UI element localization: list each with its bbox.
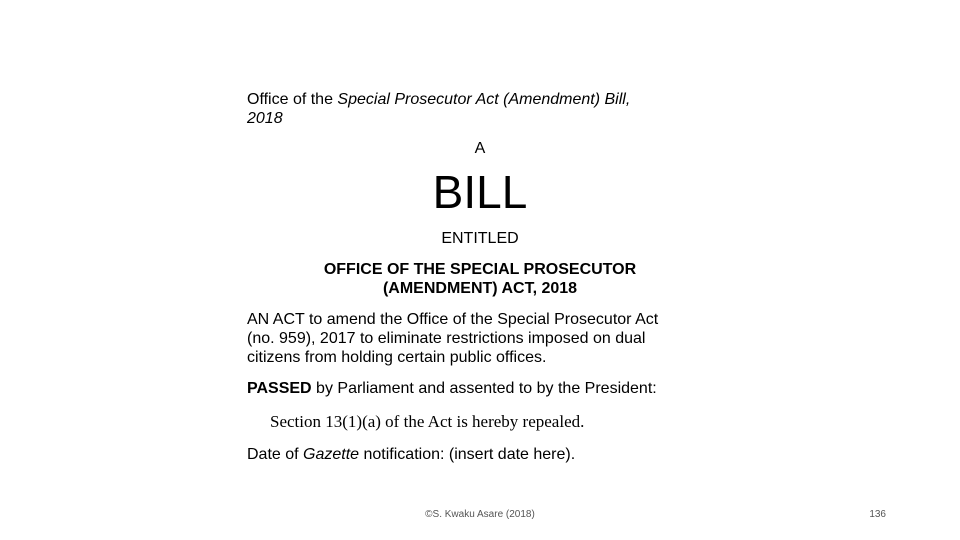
act-description-line2: (no. 959), 2017 to eliminate restrictions imposed on dual [247, 330, 646, 347]
passed-text: by Parliament and assented to by the President: [311, 380, 657, 397]
act-description [247, 310, 658, 367]
bill-heading [247, 90, 630, 128]
act-title-line1: OFFICE OF THE SPECIAL PROSECUTOR [323, 261, 637, 278]
section-repeal: Section 13(1)(a) of the Act is hereby repealed. [270, 412, 585, 431]
bill-heading-line1: Office of the Special Prosecutor Act (Amendment) Bill, [247, 91, 631, 108]
a-label: A [474, 140, 486, 157]
act-description-line3: citizens from holding certain public offices. [247, 349, 547, 366]
gazette-date: Date of Gazette notification: (insert date here). [247, 446, 576, 463]
copyright-footer: ©S. Kwaku Asare (2018) [425, 509, 535, 520]
passed-keyword: PASSED [247, 380, 312, 397]
act-title [230, 260, 730, 298]
passed-statement [247, 379, 657, 398]
bill-heading-italic: Special Prosecutor Act (Amendment) Bill, [337, 91, 631, 108]
gazette-italic: Gazette [303, 446, 360, 463]
act-description-line1: AN ACT to amend the Office of the Special Prosecutor Act [247, 311, 659, 328]
act-title-line2: (AMENDMENT) ACT, 2018 [382, 280, 578, 297]
bill-heading-year: 2018 [247, 110, 283, 127]
bill-title: BILL [432, 166, 528, 218]
entitled-label: ENTITLED [441, 230, 519, 247]
page-number: 136 [869, 509, 886, 520]
